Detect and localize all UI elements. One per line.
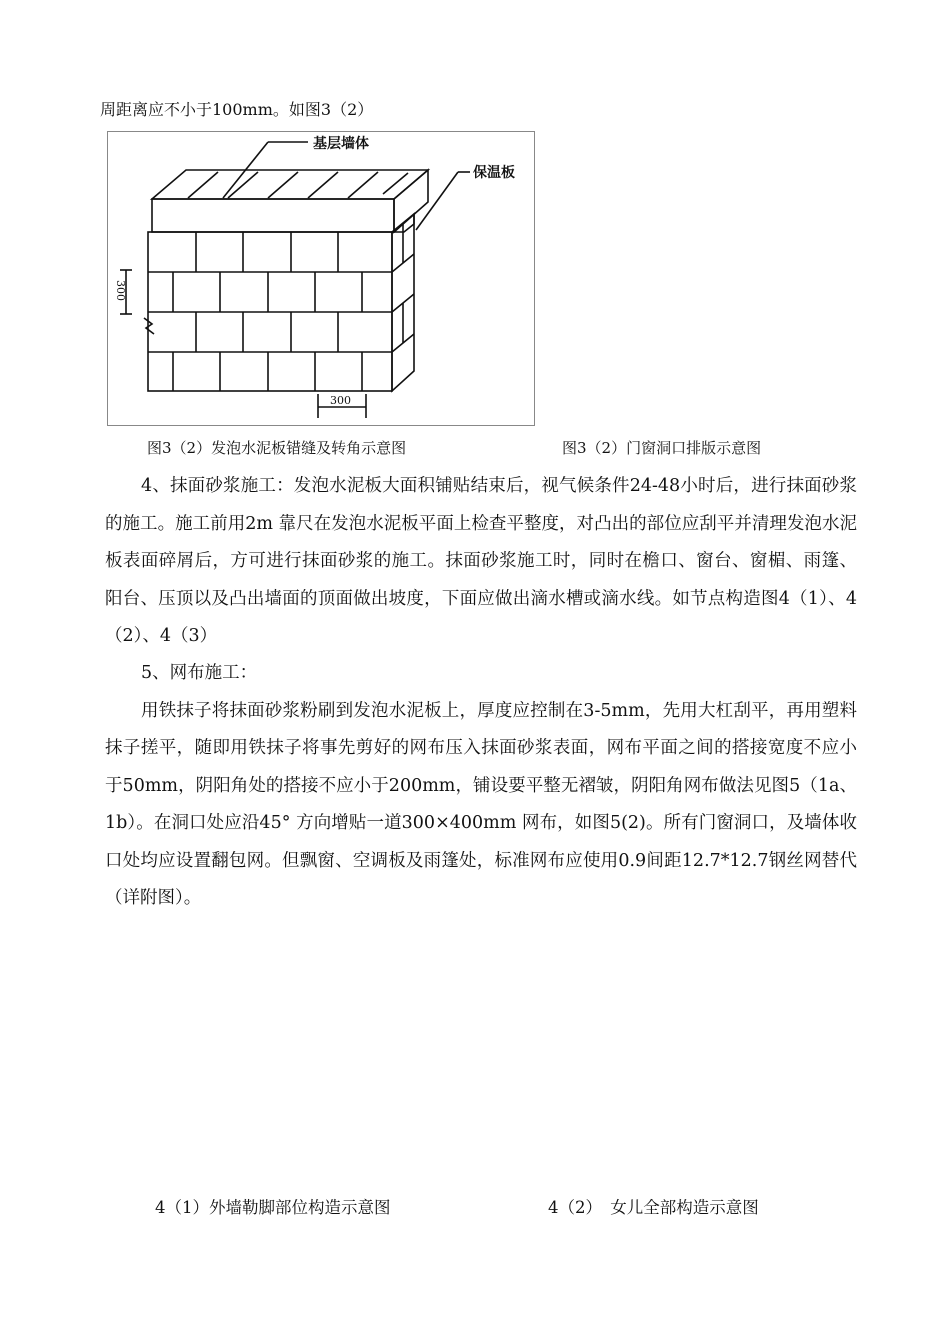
insulation-label: 保温板	[473, 165, 515, 181]
figure-caption-right: 图3（2）门窗洞口排版示意图	[562, 439, 762, 457]
section-4-paragraph: 4、抹面砂浆施工：发泡水泥板大面积铺贴结束后，视气候条件24-48小时后，进行抹面砂浆的施工。施工前用2m 靠尺在发泡水泥板平面上检查平整度，对凸出的部位应刮平并清理发泡水泥板表面碎屑后，方可进行抹面砂浆的施工。抹面砂浆施工时，同时在檐口、窗台、窗楣、雨篷、阳台、压顶以及凸出墙面的顶面做出坡度，下面应做出滴水槽或滴水线。如节点构造图4（1）、4（2）、4（3）	[105, 476, 857, 646]
wall-diagram	[108, 132, 534, 425]
base-wall-front	[152, 199, 394, 232]
base-wall-top	[152, 170, 428, 199]
section-5-title: 5、网布施工：	[141, 663, 258, 683]
horizontal-dimension-label: 300	[330, 394, 351, 407]
base-wall-side	[394, 170, 428, 232]
base-wall-label: 基层墙体	[313, 136, 369, 152]
section-5	[105, 655, 857, 918]
section-5-paragraph: 用铁抹子将抹面砂浆粉刷到发泡水泥板上，厚度应控制在3-5mm，先用大杠刮平，再用塑料抹子搓平，随即用铁抹子将事先剪好的网布压入抹面砂浆表面，网布平面之间的搭接宽度不应小于50mm，阴阳角处的搭接不应小于200mm，铺设要平整无褶皱，阴阳角网布做法见图5（1a、1b）。在洞口处应沿45° 方向增贴一道300×400mm 网布，如图5(2)。所有门窗洞口，及墙体收口处均应设置翻包网。但飘窗、空调板及雨篷处，标准网布应使用0.9间距12.7*12.7钢丝网替代（详附图）。	[105, 700, 857, 908]
insulation-leader	[416, 172, 458, 230]
bottom-caption-right: 4（2） 女儿全部构造示意图	[548, 1198, 759, 1217]
vertical-dimension-label: 300	[114, 280, 127, 301]
figure-caption-left: 图3（2）发泡水泥板错缝及转角示意图	[147, 439, 407, 457]
top-line: 周距离应不小于100mm。如图3（2）	[100, 100, 374, 119]
section-4	[105, 468, 857, 656]
wall-diagram-figure	[107, 131, 535, 426]
bottom-caption-left: 4（1）外墙勒脚部位构造示意图	[155, 1198, 391, 1217]
